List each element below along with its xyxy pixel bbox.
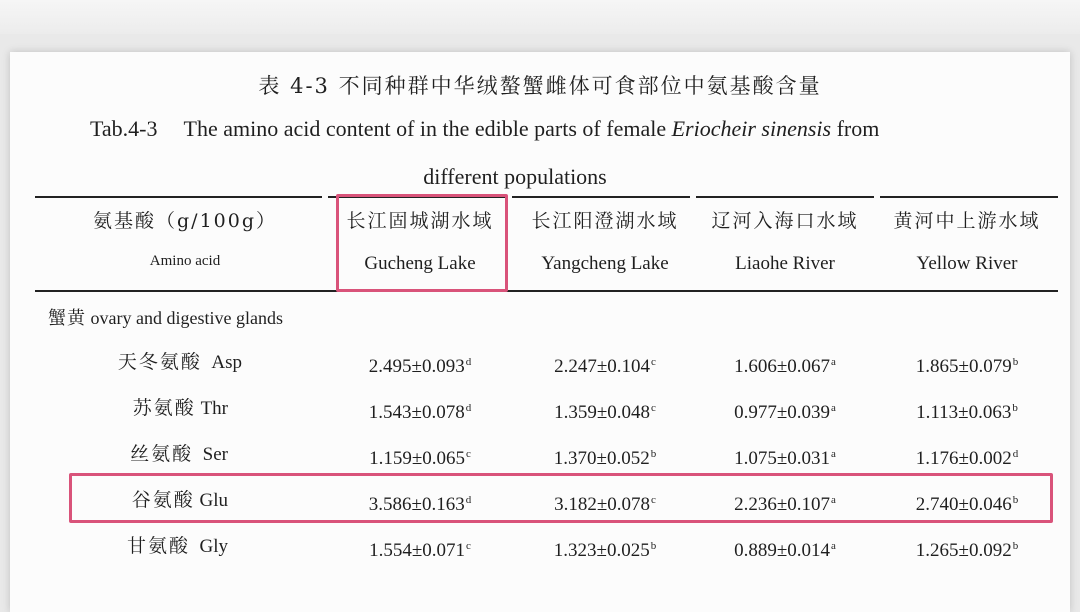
header-yangcheng-cn: 长江阳澄湖水域 [531,210,679,232]
header-amino-acid [70,207,300,270]
value-liaohe: 0.977±0.039$^a$ [734,402,836,423]
top-band [0,0,1080,34]
value-liaohe: 1.075±0.031$^a$ [734,448,836,469]
header-yangcheng-en: Yangcheng Lake [541,253,669,274]
value-gucheng: 2.495±0.093$^d$ [368,356,472,377]
value-gucheng: 1.543±0.078$^d$ [368,402,472,423]
highlight-box-gucheng-header [336,194,508,292]
header-gucheng-cn: 长江固城湖水域 [346,210,494,232]
table-header-rule [35,290,1058,292]
header-liaohe [695,207,875,275]
table-title-cn: 表 4-3 不同种群中华绒螯蟹雌体可食部位中氨基酸含量 [258,74,822,98]
value-liaohe: 1.606±0.067$^a$ [734,356,836,377]
value-yangcheng: 3.182±0.078$^c$ [554,494,656,515]
header-gap [874,196,880,198]
value-yangcheng: 1.323±0.025$^b$ [553,540,657,561]
header-gap [690,196,696,198]
table-row [10,342,1070,382]
table-title-en [90,116,879,142]
value-yangcheng: 1.359±0.048$^c$ [554,402,656,423]
value-liaohe: 2.236±0.107$^a$ [734,494,836,515]
value-yellow-river: 1.265±0.092$^b$ [915,540,1019,561]
value-liaohe: 0.889±0.014$^a$ [734,540,836,561]
document-page [10,52,1070,612]
value-gucheng: 1.159±0.065$^c$ [369,448,471,469]
group-label [48,304,283,330]
value-yellow-river: 1.113±0.063$^b$ [916,402,1018,423]
value-yangcheng: 1.370±0.052$^b$ [553,448,657,469]
highlight-box-glu-row [69,473,1053,523]
header-yellow-river-cn: 黄河中上游水域 [893,210,1041,232]
amino-acid-name: 丝氨酸 Ser [130,443,228,465]
table-row [10,434,1070,474]
header-yellow-river [877,207,1057,275]
table-top-rule [35,196,1058,198]
header-gucheng-en: Gucheng Lake [364,253,476,274]
header-amino-acid-cn: 氨基酸（g/100g） [93,210,277,232]
value-yellow-river: 1.865±0.079$^b$ [915,356,1019,377]
header-gap [322,196,328,198]
title-en-text: The amino acid content of in the edible parts of female [183,116,672,141]
table-row [10,388,1070,428]
header-yangcheng [515,207,695,275]
amino-acid-name: 天冬氨酸 Asp [117,351,242,373]
table-number: Tab.4-3 [90,116,158,141]
group-label-en: ovary and digestive glands [86,308,283,328]
species-name: Eriocheir sinensis [671,116,832,141]
amino-acid-name: 谷氨酸 Glu [131,489,228,511]
header-yellow-river-en: Yellow River [916,253,1018,274]
table-title-en-line2: different populations [423,164,607,189]
title-en-suffix: from [831,116,880,141]
value-gucheng: 3.586±0.163$^d$ [368,494,472,515]
value-yangcheng: 2.247±0.104$^c$ [554,356,656,377]
table-row [10,526,1070,566]
amino-acid-name: 甘氨酸 Gly [126,535,228,557]
header-amino-acid-en: Amino acid [149,253,221,269]
header-liaohe-en: Liaohe River [735,253,835,274]
header-liaohe-cn: 辽河入海口水域 [711,210,859,232]
value-yellow-river: 2.740±0.046$^b$ [915,494,1019,515]
amino-acid-name: 苏氨酸 Thr [132,397,228,419]
group-label-cn: 蟹黄 [48,308,86,329]
value-gucheng: 1.554±0.071$^c$ [369,540,471,561]
value-yellow-river: 1.176±0.002$^d$ [915,448,1019,469]
